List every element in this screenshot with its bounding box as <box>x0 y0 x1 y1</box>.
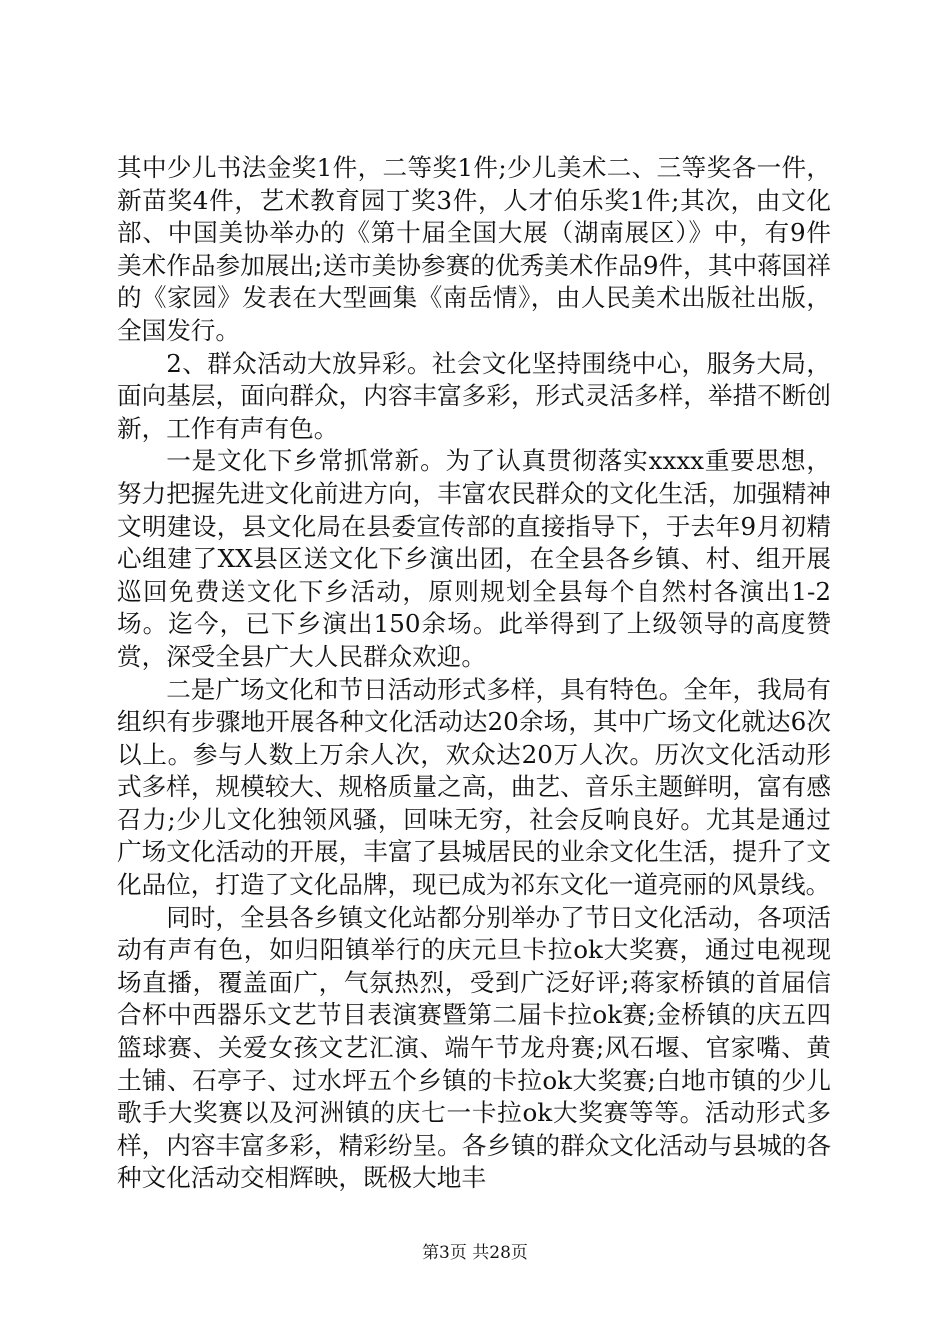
paragraph-square-culture: 二是广场文化和节日活动形式多样，具有特色。全年，我局有组织有步骤地开展各种文化活动达20余场，其中广场文化就达6次以上。参与人数上万余人次，欢众达20万人次。历次文化活动形式多样，规模较大、规格质量之高，曲艺、音乐主题鲜明，富有感召力;少儿文化独领风骚，回味无穷，社会反响良好。尤其是通过广场文化活动的开展，丰富了县城居民的业余文化生活，提升了文化品位，打造了文化品牌，现已成为祁东文化一道亮丽的风景线。 <box>117 674 831 900</box>
paragraph-culture-to-countryside: 一是文化下乡常抓常新。为了认真贯彻落实xxxx重要思想，努力把握先进文化前进方向，丰富农民群众的文化生活，加强精神文明建设，县文化局在县委宣传部的直接指导下，于去年9月初精心组建了XX县区送文化下乡演出团，在全县各乡镇、村、组开展巡回免费送文化下乡活动，原则规划全县每个自然村各演出1-2场。迄今，已下乡演出150余场。此举得到了上级领导的高度赞赏，深受全县广大人民群众欢迎。 <box>117 446 831 671</box>
page-number-footer: 第3页 共28页 <box>422 1243 528 1263</box>
paragraph-mass-activities: 2、群众活动大放异彩。社会文化坚持围绕中心，服务大局，面向基层，面向群众，内容丰富多彩，形式灵活多样，举措不断创新，工作有声有色。 <box>117 348 831 443</box>
paragraph-township-activities: 同时，全县各乡镇文化站都分别举办了节日文化活动，各项活动有声有色，如归阳镇举行的庆元旦卡拉ok大奖赛，通过电视现场直播，覆盖面广，气氛热烈，受到广泛好评;蒋家桥镇的首届信合杯中西器乐文艺节目表演赛暨第二届卡拉ok赛;金桥镇的庆五四篮球赛、关爱女孩文艺汇演、端午节龙舟赛;风石堰、官家嘴、黄土铺、石亭子、过水坪五个乡镇的卡拉ok大奖赛;白地市镇的少儿歌手大奖赛以及河洲镇的庆七一卡拉ok大奖赛等等。活动形式多样，内容丰富多彩，精彩纷呈。各乡镇的群众文化活动与县城的各种文化活动交相辉映，既极大地丰 <box>117 902 831 1193</box>
paragraph-awards-continued: 其中少儿书法金奖1件，二等奖1件;少儿美术二、三等奖各一件，新苗奖4件，艺术教育园丁奖3件，人才伯乐奖1件;其次，由文化部、中国美协举办的《第十届全国大展（湖南展区）》中，有9件美术作品参加展出;送市美协参赛的优秀美术作品9件，其中蒋国祥的《家园》发表在大型画集《南岳情》，由人民美术出版社出版，全国发行。 <box>117 153 831 345</box>
document-body <box>117 152 831 1195</box>
